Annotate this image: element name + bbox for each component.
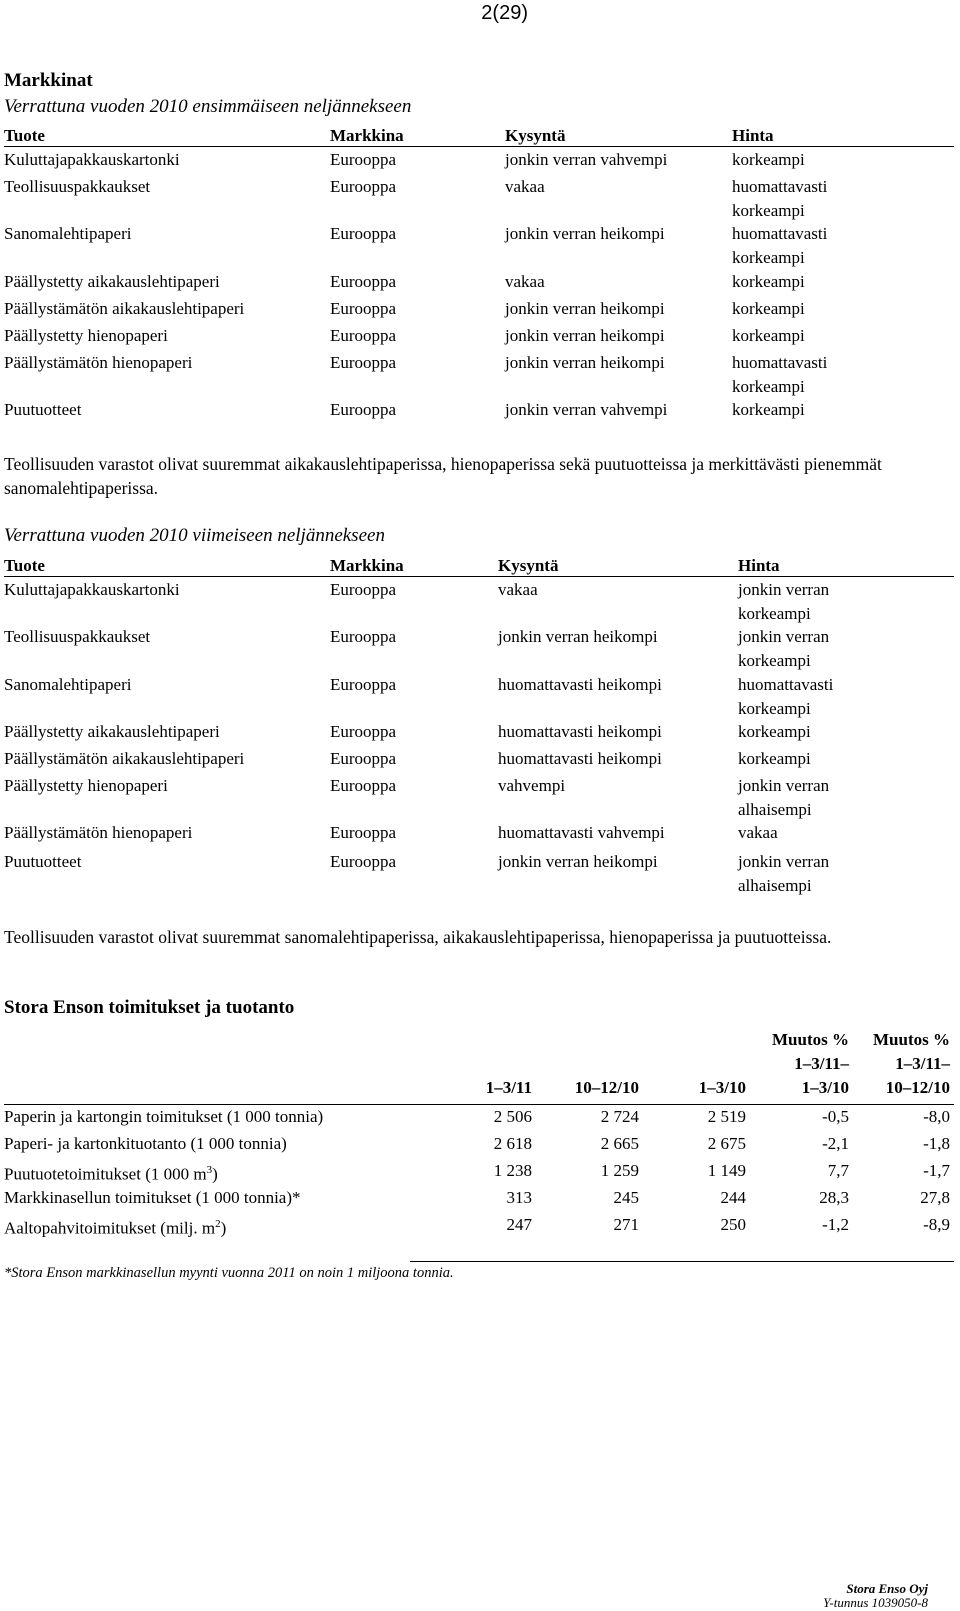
cell-value-v1: 247 [506, 1215, 532, 1234]
cell-price-line2: korkeampi [732, 201, 805, 220]
cell-product: Kuluttajapakkauskartonki [4, 580, 180, 599]
cell-value-v5: -1,7 [923, 1161, 950, 1180]
cell-value-v4: 28,3 [819, 1188, 849, 1207]
cell-demand: jonkin verran heikompi [505, 224, 665, 243]
table2-header-market: Markkina [330, 556, 404, 575]
cell-value-v3: 1 149 [707, 1161, 746, 1180]
cell-product: Päällystämätön aikakauslehtipaperi [4, 299, 245, 318]
deliveries-header-change-qoq [873, 1028, 950, 1100]
cell-price-line1: huomattavasti [732, 224, 828, 243]
cell-value-v1: 313 [506, 1188, 532, 1207]
table-row [4, 270, 954, 294]
cell-price-line1: huomattavasti [732, 177, 828, 196]
cell-market: Eurooppa [330, 675, 397, 694]
table1-header-demand: Kysyntä [505, 126, 566, 145]
cell-value-v2: 271 [613, 1215, 639, 1234]
cell-price [738, 747, 863, 771]
cell-product: Teollisuuspakkaukset [4, 627, 151, 646]
deliveries-header [4, 1030, 954, 1105]
cell-value-v4: -2,1 [822, 1134, 849, 1153]
cell-price [732, 351, 857, 399]
cell-price-line1: jonkin verran [738, 776, 830, 795]
cell-price-line1: jonkin verran [738, 852, 830, 871]
table-row [4, 673, 954, 718]
cell-demand: jonkin verran vahvempi [505, 150, 668, 169]
table-row [4, 821, 954, 845]
table2-paragraph: Teollisuuden varastot olivat suuremmat sanomalehtipaperissa, aikakauslehtipaperissa, hienopaperissa ja puutuotteissa. [4, 927, 832, 947]
table1-header-market: Markkina [330, 126, 404, 145]
cell-demand: huomattavasti heikompi [498, 749, 662, 768]
cell-value-v1: 1 238 [493, 1161, 532, 1180]
cell-product: Päällystämätön aikakauslehtipaperi [4, 749, 245, 768]
deliveries-title: Stora Enson toimitukset ja tuotanto [4, 997, 295, 1018]
cell-price-line1: korkeampi [732, 326, 805, 345]
table1-header-price: Hinta [732, 126, 774, 145]
cell-value-v1: 2 618 [493, 1134, 532, 1153]
table1-paragraph: Teollisuuden varastot olivat suuremmat aikakauslehtipaperissa, hienopaperissa sekä puutuotteissa ja merkittävästi pienemmät sanomalehtipaperissa. [4, 454, 882, 498]
change-qoq-line2: 1–3/11– [895, 1054, 950, 1073]
row-label [4, 1103, 323, 1130]
table2-header [4, 556, 954, 577]
row-label [4, 1211, 226, 1242]
table-row [4, 578, 954, 623]
table-row [4, 774, 954, 819]
table1-header [4, 126, 954, 147]
cell-market: Eurooppa [330, 353, 397, 372]
cell-price-line1: korkeampi [732, 272, 805, 291]
footer-company: Stora Enso Oyj [846, 1581, 928, 1596]
cell-product: Päällystämätön hienopaperi [4, 353, 193, 372]
cell-market: Eurooppa [330, 224, 397, 243]
cell-value-v3: 244 [720, 1188, 746, 1207]
cell-product: Päällystetty hienopaperi [4, 776, 168, 795]
table-row [4, 222, 954, 267]
row-label-text: Paperin ja kartongin toimitukset (1 000 tonnia) [4, 1107, 324, 1126]
cell-demand: huomattavasti heikompi [498, 675, 662, 694]
page-number: 2(29) [481, 2, 528, 24]
cell-price-line1: jonkin verran [738, 580, 830, 599]
cell-price [738, 720, 863, 744]
table-row [4, 324, 954, 348]
cell-market: Eurooppa [330, 580, 397, 599]
cell-product: Päällystetty aikakauslehtipaperi [4, 272, 220, 291]
table-row [4, 1103, 954, 1130]
row-label-superscript: 2 [215, 1218, 221, 1230]
cell-value-v5: 27,8 [920, 1188, 950, 1207]
cell-price-line1: korkeampi [732, 299, 805, 318]
table-row [4, 175, 954, 220]
table1-subtitle: Verrattuna vuoden 2010 ensimmäiseen neljännekseen [4, 96, 412, 117]
cell-value-v3: 250 [720, 1215, 746, 1234]
cell-demand: jonkin verran heikompi [505, 353, 665, 372]
cell-demand: vakaa [505, 272, 545, 291]
cell-price-line1: huomattavasti [738, 675, 834, 694]
cell-demand: jonkin verran heikompi [498, 852, 658, 871]
table2-header-price: Hinta [738, 556, 780, 575]
cell-market: Eurooppa [330, 177, 397, 196]
cell-price-line2: alhaisempi [738, 800, 812, 819]
table-row [4, 297, 954, 321]
row-label [4, 1130, 287, 1157]
cell-product: Teollisuuspakkaukset [4, 177, 151, 196]
cell-price-line1: korkeampi [732, 150, 805, 169]
cell-price [738, 673, 863, 721]
cell-price [732, 175, 857, 223]
cell-price [732, 270, 857, 294]
cell-value-v2: 1 259 [600, 1161, 639, 1180]
cell-value-v5: -1,8 [923, 1134, 950, 1153]
cell-value-v1: 2 506 [493, 1107, 532, 1126]
table-row [4, 1157, 954, 1184]
cell-value-v3: 2 519 [707, 1107, 746, 1126]
cell-value-v4: 7,7 [827, 1161, 849, 1180]
cell-market: Eurooppa [330, 823, 397, 842]
row-label-superscript: 3 [206, 1164, 213, 1176]
table-row [4, 625, 954, 670]
cell-price-line2: alhaisempi [738, 876, 812, 895]
deliveries-header-q4-10: 10–12/10 [574, 1078, 639, 1097]
cell-price [738, 625, 863, 673]
cell-market: Eurooppa [330, 299, 397, 318]
cell-market: Eurooppa [330, 749, 397, 768]
cell-value-v4: -0,5 [822, 1107, 849, 1126]
table-row [4, 148, 954, 172]
cell-price-line1: huomattavasti [732, 353, 828, 372]
cell-price [738, 578, 863, 626]
cell-demand: vahvempi [498, 776, 566, 795]
cell-product: Päällystetty hienopaperi [4, 326, 168, 345]
cell-price-line2: korkeampi [732, 248, 805, 267]
table2-subtitle: Verrattuna vuoden 2010 viimeiseen neljännekseen [4, 525, 385, 546]
cell-demand: huomattavasti heikompi [498, 722, 662, 741]
table-row [4, 351, 954, 396]
deliveries-header-change-yoy [772, 1028, 849, 1100]
table-row [4, 1130, 954, 1157]
cell-value-v3: 2 675 [707, 1134, 746, 1153]
cell-price-line1: vakaa [738, 823, 778, 842]
deliveries-bottom-rule [410, 1261, 954, 1262]
cell-price-line2: korkeampi [732, 377, 805, 396]
change-yoy-line3: 1–3/10 [801, 1078, 849, 1097]
row-label-text: Aaltopahvitoimitukset (milj. m [4, 1218, 216, 1238]
cell-price [738, 774, 863, 822]
table-row [4, 747, 954, 771]
cell-price [732, 398, 857, 422]
cell-price-line1: korkeampi [738, 722, 811, 741]
cell-value-v2: 2 724 [600, 1107, 639, 1126]
cell-product: Sanomalehtipaperi [4, 224, 132, 243]
cell-product: Sanomalehtipaperi [4, 675, 132, 694]
cell-price-line1: korkeampi [738, 749, 811, 768]
cell-product: Päällystetty aikakauslehtipaperi [4, 722, 220, 741]
cell-value-v5: -8,0 [923, 1107, 950, 1126]
cell-product: Puutuotteet [4, 852, 82, 871]
table-row [4, 1184, 954, 1211]
cell-value-v4: -1,2 [822, 1215, 849, 1234]
cell-product: Päällystämätön hienopaperi [4, 823, 193, 842]
cell-value-v2: 2 665 [600, 1134, 639, 1153]
deliveries-footnote: *Stora Enson markkinasellun myynti vuonna 2011 on noin 1 miljoona tonnia. [4, 1265, 454, 1281]
cell-market: Eurooppa [330, 272, 397, 291]
cell-market: Eurooppa [330, 722, 397, 741]
row-label-text: Puutuotetoimitukset (1 000 m [4, 1164, 207, 1184]
footer-business-id: Y-tunnus 1039050-8 [823, 1595, 928, 1610]
row-label-text: Markkinasellun toimitukset (1 000 tonnia)* [4, 1188, 301, 1207]
change-qoq-line3: 10–12/10 [885, 1078, 950, 1097]
cell-price-line2: korkeampi [738, 651, 811, 670]
cell-price [732, 324, 857, 348]
table-row [4, 850, 954, 895]
cell-price-line2: korkeampi [738, 699, 811, 718]
row-label-suffix: ) [220, 1218, 227, 1238]
row-label-text: Paperi- ja kartonkituotanto (1 000 tonnia) [4, 1134, 287, 1153]
cell-market: Eurooppa [330, 627, 397, 646]
cell-value-v5: -8,9 [923, 1215, 950, 1234]
table2-header-demand: Kysyntä [498, 556, 559, 575]
cell-demand: vakaa [505, 177, 545, 196]
table-row [4, 398, 954, 422]
table-row [4, 1211, 954, 1238]
cell-product: Puutuotteet [4, 400, 82, 419]
cell-demand: jonkin verran heikompi [505, 299, 665, 318]
cell-market: Eurooppa [330, 776, 397, 795]
cell-market: Eurooppa [330, 852, 397, 871]
change-yoy-line1: Muutos % [772, 1030, 849, 1049]
cell-demand: jonkin verran heikompi [505, 326, 665, 345]
cell-price [732, 297, 857, 321]
table2-header-product: Tuote [4, 556, 45, 575]
deliveries-header-q1-10: 1–3/10 [698, 1078, 746, 1097]
cell-value-v2: 245 [613, 1188, 639, 1207]
cell-price [732, 222, 857, 270]
row-label-suffix: ) [212, 1164, 218, 1184]
cell-market: Eurooppa [330, 400, 397, 419]
table1-header-product: Tuote [4, 126, 45, 145]
section-title-markets: Markkinat [4, 70, 93, 91]
cell-demand: huomattavasti vahvempi [498, 823, 665, 842]
cell-product: Kuluttajapakkauskartonki [4, 150, 180, 169]
cell-price [738, 821, 863, 845]
cell-price-line2: korkeampi [738, 604, 811, 623]
cell-price [738, 850, 863, 898]
cell-demand: vakaa [498, 580, 538, 599]
cell-price-line1: korkeampi [732, 400, 805, 419]
deliveries-header-q1-11: 1–3/11 [485, 1078, 532, 1097]
change-qoq-line1: Muutos % [873, 1030, 950, 1049]
cell-price [732, 148, 857, 172]
row-label [4, 1184, 301, 1211]
cell-market: Eurooppa [330, 150, 397, 169]
cell-price-line1: jonkin verran [738, 627, 830, 646]
change-yoy-line2: 1–3/11– [794, 1054, 849, 1073]
cell-demand: jonkin verran vahvempi [505, 400, 668, 419]
table-row [4, 720, 954, 744]
cell-market: Eurooppa [330, 326, 397, 345]
cell-demand: jonkin verran heikompi [498, 627, 658, 646]
